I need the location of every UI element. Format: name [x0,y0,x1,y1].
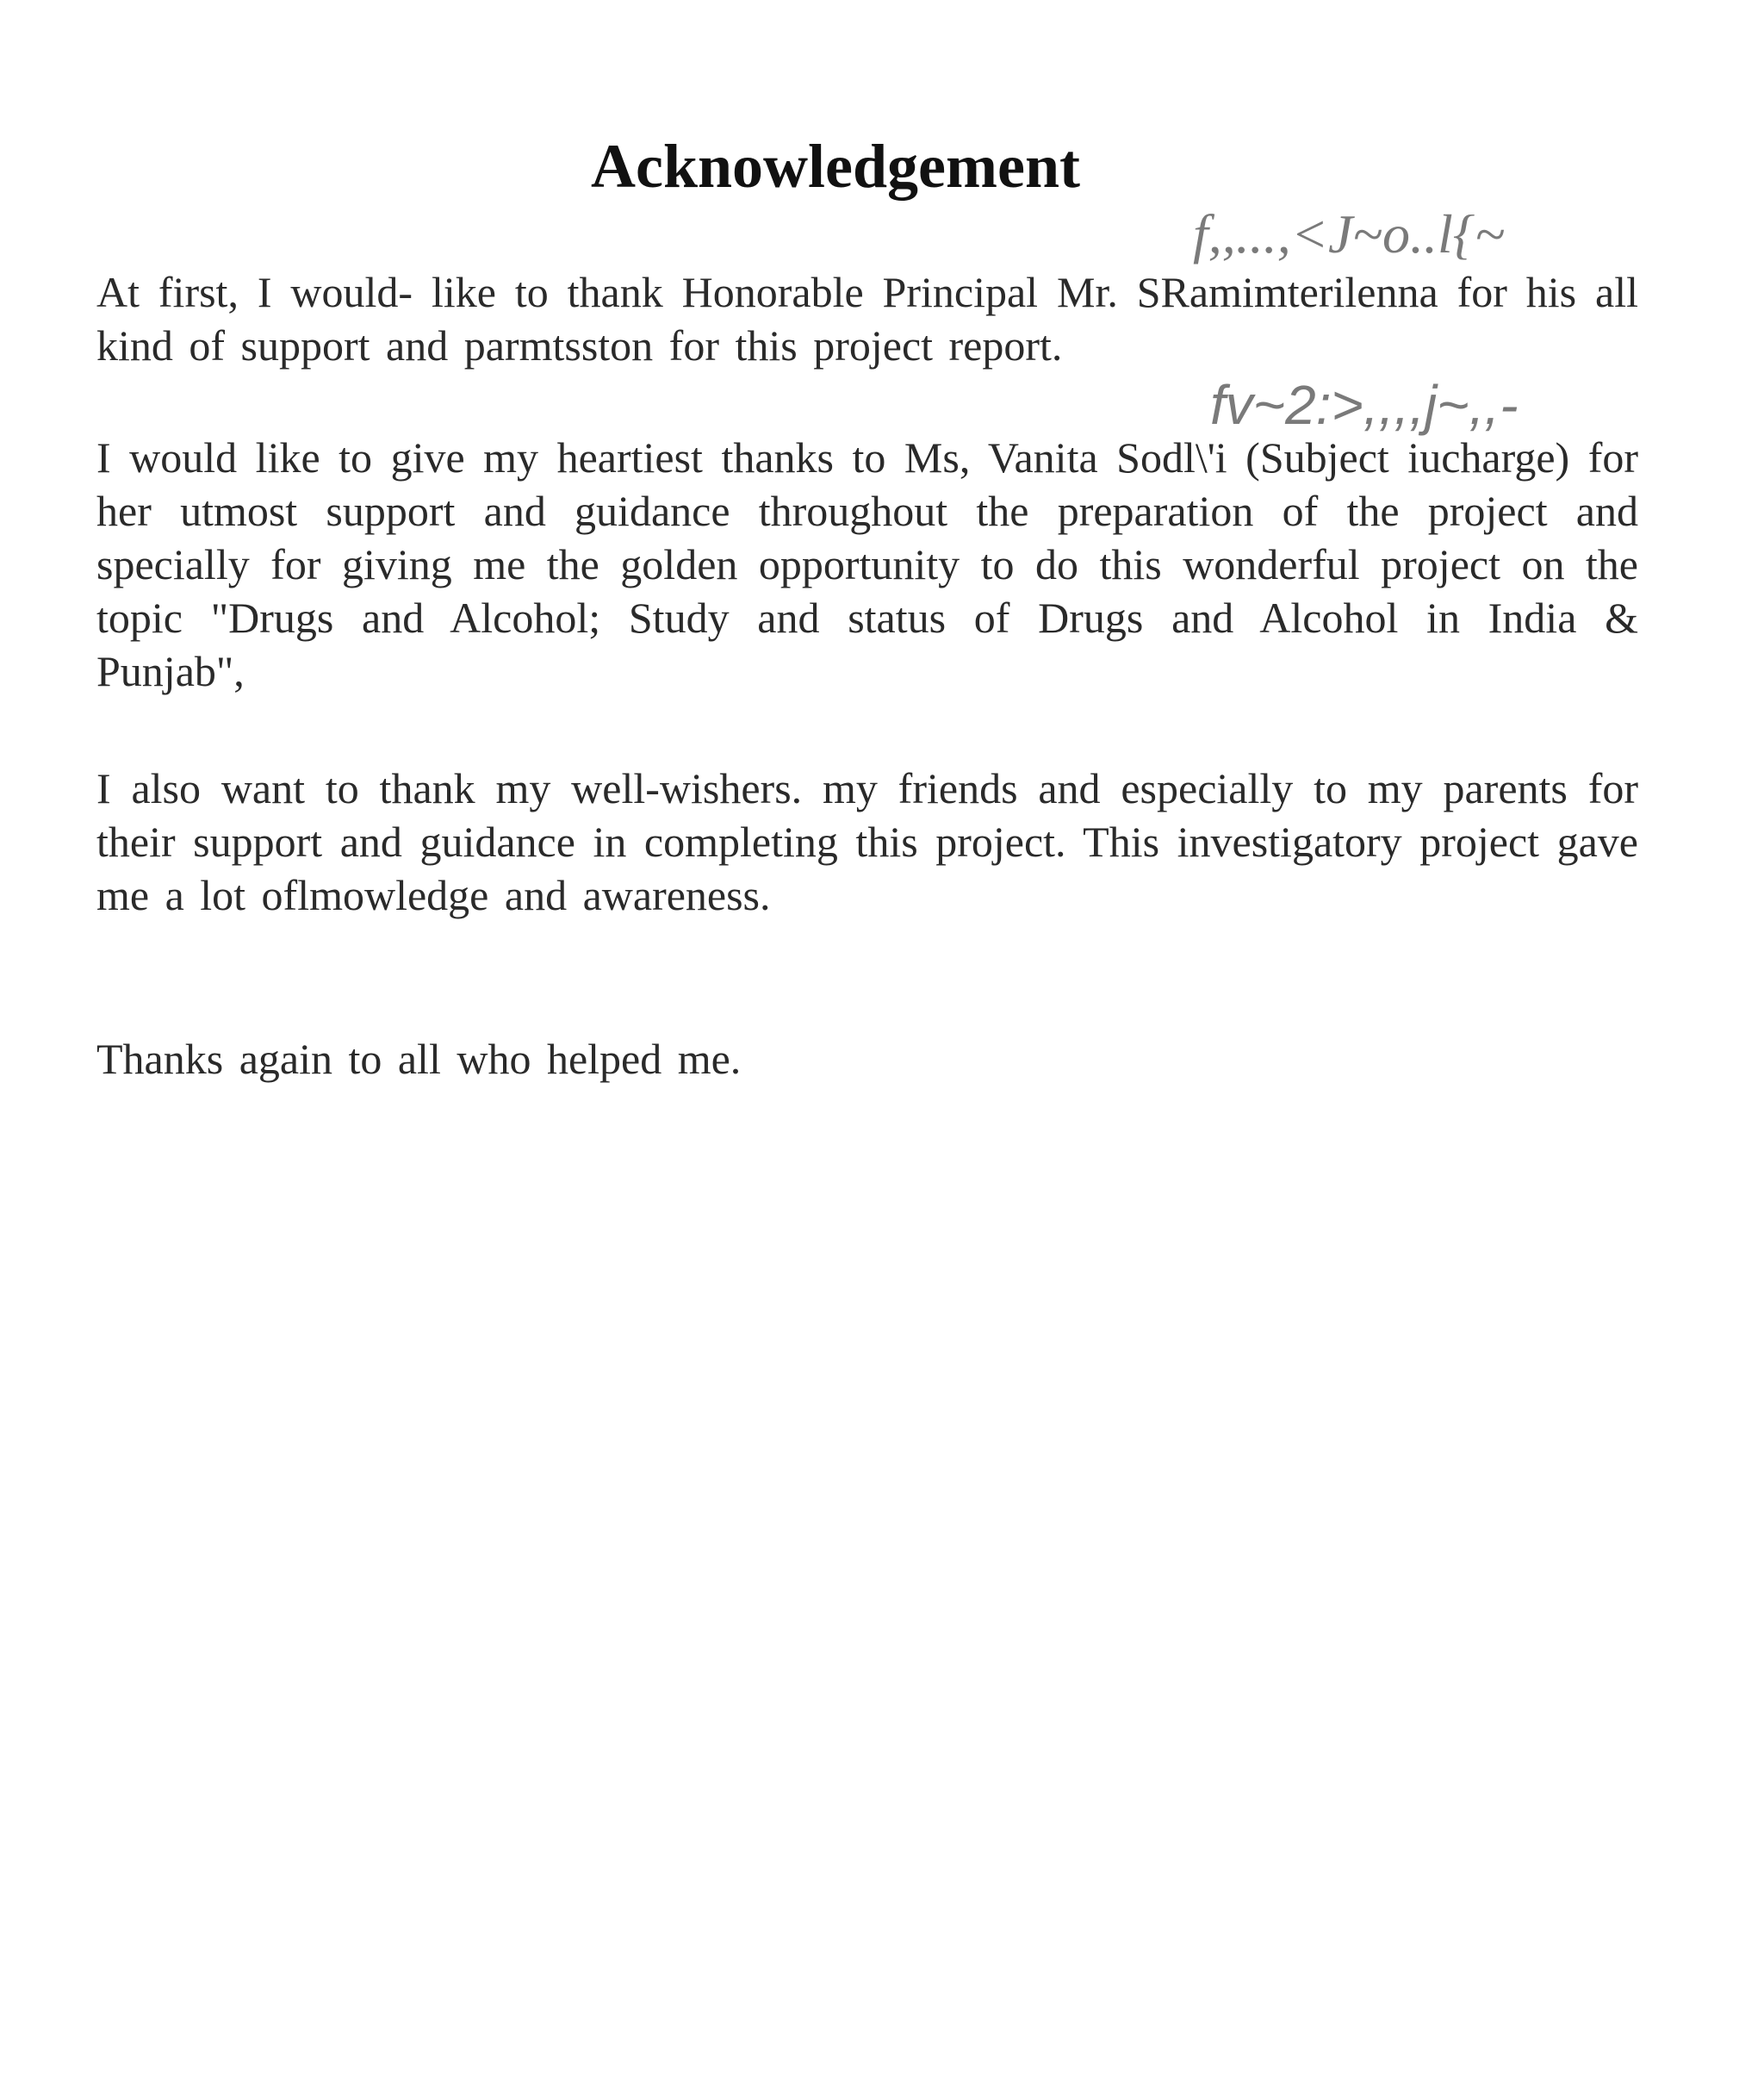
handwritten-mark: f,,...,<J~o..l{~ [1193,203,1505,264]
paragraph-teacher-thanks: I would like to give my heartiest thanks to Ms, Vanita Sodl\'i (Subject iucharge) for her utmost support and guidance throughout the preparation of the project and specially for giving me the golden opportunity to do this wonderful project on the topic "Drugs and Alcohol; Study and status of Drugs and Alcohol in India & Punjab", [96,433,1638,695]
paragraph-principal-thanks: At first, I would- like to thank Honorable Principal Mr. SRamimterilenna for his all kind of support and parmtsston for this project report. [96,268,1638,370]
paragraph-family-thanks: I also want to thank my well-wishers. my friends and especially to my parents for their support and guidance in completing this project. This investigatory project gave me a lot oflmowledge and awareness. [96,764,1638,919]
paragraph-closing: Thanks again to all who helped me. [96,1035,742,1083]
handwritten-mark: fv~2:>,,,,j~,,- [1210,374,1519,436]
page-title: Acknowledgement [591,132,1080,201]
